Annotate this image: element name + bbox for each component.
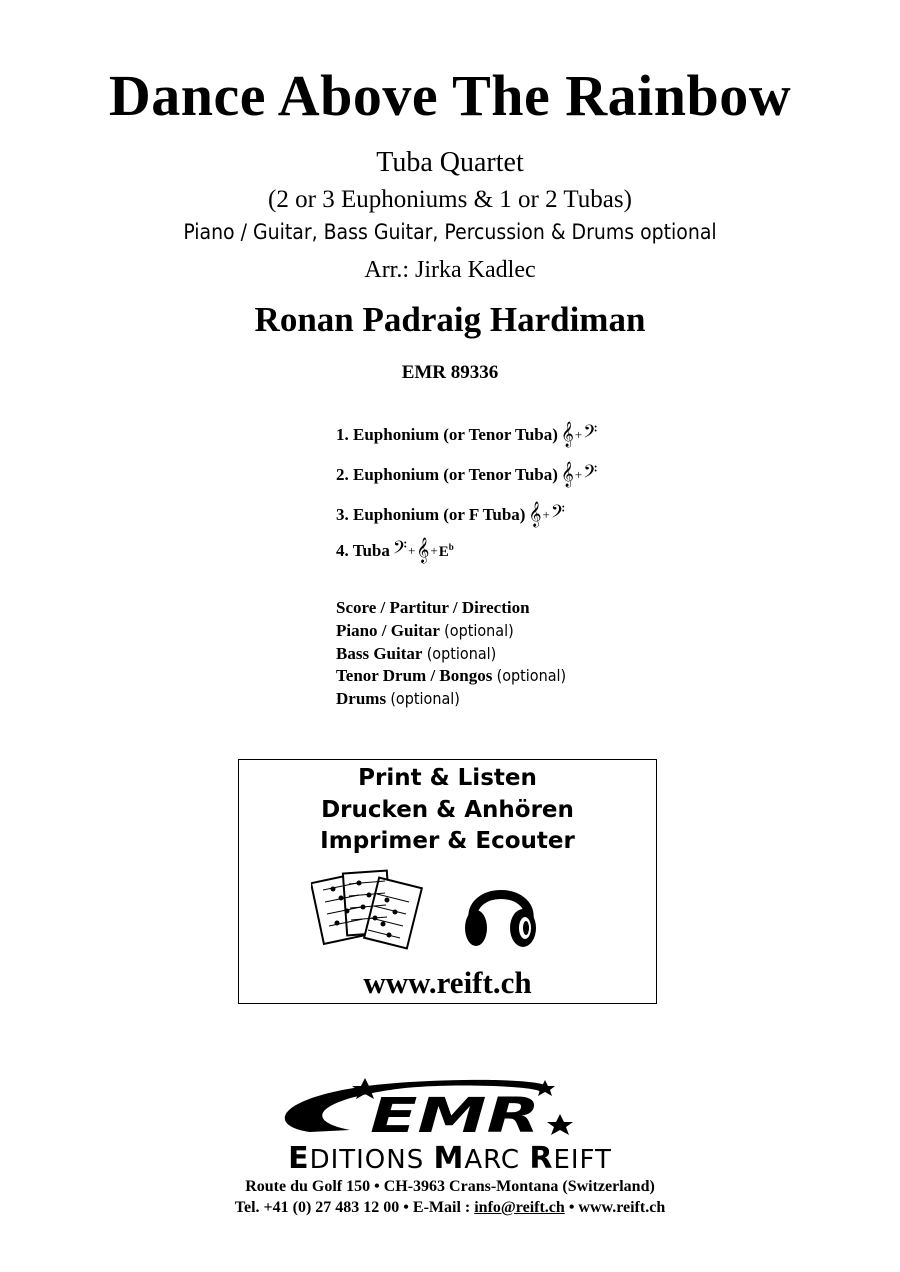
treble-clef-icon: 𝄞 <box>416 538 430 563</box>
part-label: 1. Euphonium (or Tenor Tuba) <box>336 425 558 444</box>
part-label: 3. Euphonium (or F Tuba) <box>336 505 526 524</box>
headphones-icon <box>461 868 541 954</box>
part-3: 3. Euphonium (or F Tuba) 𝄞 + 𝄢 <box>336 502 565 527</box>
treble-clef-icon: 𝄞 <box>560 422 574 447</box>
extra-piano-guitar: Piano / Guitar (optional) <box>336 621 514 640</box>
bass-clef-icon: 𝄢 <box>583 422 598 447</box>
treble-clef-icon: 𝄞 <box>528 502 542 527</box>
extra-score: Score / Partitur / Direction <box>336 598 530 617</box>
print-listen-box <box>238 759 657 1004</box>
e-flat-label: $E^b$ <box>438 541 454 560</box>
print-listen-line-de: Drucken & Anhören <box>321 797 574 823</box>
part-4: 4. Tuba 𝄢 + 𝄞 + $E^b$ <box>336 538 454 563</box>
part-label: 2. Euphonium (or Tenor Tuba) <box>336 465 558 484</box>
part-2: 2. Euphonium (or Tenor Tuba) 𝄞 + 𝄢 <box>336 462 598 487</box>
composer: Ronan Padraig Hardiman <box>254 300 646 339</box>
bass-clef-icon: 𝄢 <box>583 462 598 487</box>
sheet-music-icon <box>311 868 423 954</box>
page-title: Dance Above The Rainbow <box>108 63 792 128</box>
extra-bass-guitar: Bass Guitar (optional) <box>336 644 497 663</box>
part-label: 4. Tuba <box>336 541 390 560</box>
instrumentation: (2 or 3 Euphoniums & 1 or 2 Tubas) <box>268 186 632 213</box>
subtitle: Tuba Quartet <box>376 147 524 178</box>
extra-drums: Drums (optional) <box>336 689 460 708</box>
publisher-name: EDITIONS MARC REIFT <box>288 1141 612 1176</box>
print-listen-url[interactable]: www.reift.ch <box>363 965 532 1000</box>
email-link[interactable]: info@reift.ch <box>474 1199 565 1216</box>
optional-instruments-line: Piano / Guitar, Bass Guitar, Percussion & Drums optional <box>183 220 717 244</box>
part-1: 1. Euphonium (or Tenor Tuba) 𝄞 + 𝄢 <box>336 422 598 447</box>
print-listen-line-fr: Imprimer & Ecouter <box>320 828 575 854</box>
emr-logo-text: EMR <box>370 1088 540 1140</box>
print-listen-line-en: Print & Listen <box>358 765 537 791</box>
arranger: Arr.: Jirka Kadlec <box>364 257 536 283</box>
emr-logo <box>240 1070 660 1140</box>
bass-clef-icon: 𝄢 <box>392 538 408 563</box>
treble-clef-icon: 𝄞 <box>560 462 574 487</box>
publisher-contact: Tel. +41 (0) 27 483 12 00 • E-Mail : info@reift.ch • www.reift.ch <box>234 1199 666 1216</box>
bass-clef-icon: 𝄢 <box>550 502 565 527</box>
catalog-number: EMR 89336 <box>401 362 499 383</box>
publisher-address: Route du Golf 150 • CH-3963 Crans-Montana (Switzerland) <box>245 1178 655 1195</box>
extra-tenor-drum: Tenor Drum / Bongos (optional) <box>336 666 567 685</box>
